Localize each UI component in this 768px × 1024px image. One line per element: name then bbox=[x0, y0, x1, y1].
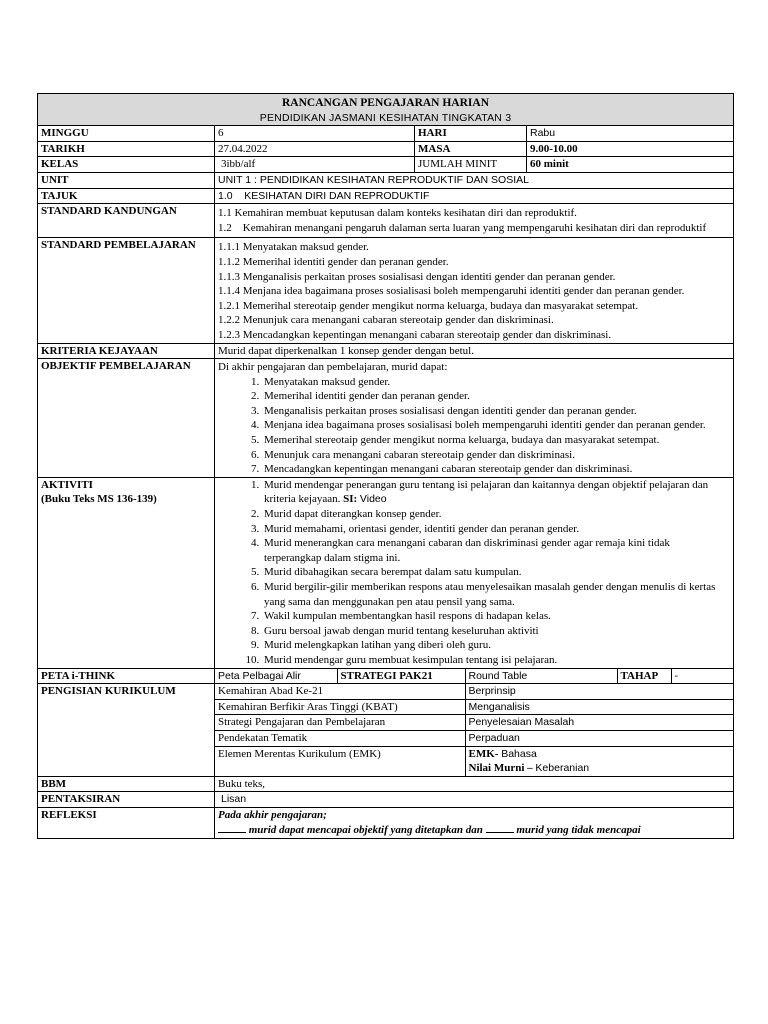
list-item: 3. Murid memahami, orientasi gender, identiti gender dan peranan gender. bbox=[262, 522, 730, 537]
tajuk-label: TAJUK bbox=[38, 188, 215, 204]
row-refleksi bbox=[38, 807, 734, 838]
standard-pembelajaran-line: 1.1.4 Menjana idea bagaimana proses sosialisasi boleh mempengaruhi identiti gender dan peranan gender. bbox=[218, 285, 685, 298]
aktiviti-content bbox=[215, 477, 734, 668]
kurikulum-inner-table bbox=[215, 684, 733, 776]
table-row bbox=[215, 730, 733, 746]
list-item: 8. Guru bersoal jawab dengan murid tentang keseluruhan aktiviti bbox=[262, 624, 730, 639]
table-row bbox=[215, 684, 733, 699]
standard-pembelajaran-label: STANDARD PEMBELAJARAN bbox=[38, 238, 215, 343]
emk-values bbox=[465, 746, 733, 776]
lesson-plan-document bbox=[37, 93, 733, 839]
peta-ithink-value: Peta Pelbagai Alir bbox=[215, 669, 337, 684]
minggu-value: 6 bbox=[215, 126, 415, 142]
si-label: SI: bbox=[343, 493, 358, 506]
unit-label: UNIT bbox=[38, 172, 215, 188]
kurikulum-value: Penyelesaian Masalah bbox=[465, 715, 733, 731]
standard-kandungan-label: STANDARD KANDUNGAN bbox=[38, 204, 215, 238]
row-pentaksiran bbox=[38, 792, 734, 808]
list-item: 6. Murid bergilir-gilir memberikan respons atau menyelesaikan masalah gender dengan menulis di kertas yang sama dan menggunakan pen atau pensil yang sama. bbox=[262, 580, 730, 609]
kurikulum-key: Kemahiran Abad Ke-21 bbox=[215, 684, 465, 699]
list-item: 5. Memerihal stereotaip gender mengikut norma keluarga, budaya dan masyarakat setempat. bbox=[262, 433, 730, 448]
list-item: 4. Murid menerangkan cara menangani cabaran dan diskriminasi gender agar remaja kini tidak terperangkap dalam stigma ini. bbox=[262, 536, 730, 565]
nilai-prefix: Nilai Murni – bbox=[468, 762, 536, 775]
objektif-content bbox=[215, 359, 734, 478]
kelas-label: KELAS bbox=[38, 157, 215, 173]
row-standard-kandungan bbox=[38, 204, 734, 238]
tahap-label: TAHAP bbox=[617, 669, 671, 684]
tahap-value: - bbox=[674, 669, 678, 682]
table-row bbox=[215, 746, 733, 776]
row-tajuk bbox=[38, 188, 734, 204]
list-item bbox=[262, 478, 730, 507]
standard-kandungan-line: 1.2 Kemahiran menangani pengaruh dalaman serta luaran yang mempengaruhi kesihatan diri dan reproduktif bbox=[218, 221, 707, 234]
row-minggu bbox=[38, 126, 734, 142]
table-row bbox=[215, 715, 733, 731]
aktiviti-sublabel: (Buku Teks MS 136-139) bbox=[41, 493, 157, 506]
list-item: 2. Memerihal identiti gender dan peranan gender. bbox=[262, 389, 730, 404]
masa-label: MASA bbox=[415, 141, 527, 157]
document-subtitle: PENDIDIKAN JASMANI KESIHATAN TINGKATAN 3 bbox=[259, 111, 512, 124]
peta-ithink-label: PETA i-THINK bbox=[38, 668, 215, 684]
peta-ithink-content bbox=[215, 668, 734, 684]
kurikulum-value: Berprinsip bbox=[465, 684, 733, 699]
list-item: 6. Menunjuk cara menangani cabaran stereotaip gender dan diskriminasi. bbox=[262, 448, 730, 463]
objektif-label: OBJEKTIF PEMBELAJARAN bbox=[38, 359, 215, 478]
row-pengisian-kurikulum bbox=[38, 684, 734, 777]
refleksi-line-2b: murid yang tidak mencapai bbox=[516, 823, 641, 836]
objektif-intro: Di akhir pengajaran dan pembelajaran, murid dapat: bbox=[218, 361, 448, 374]
pengisian-kurikulum-content bbox=[215, 684, 734, 777]
peta-inner-table bbox=[215, 669, 733, 684]
row-standard-pembelajaran bbox=[38, 238, 734, 343]
list-item: 7. Mencadangkan kepentingan menangani cabaran stereotaip gender dan diskriminasi. bbox=[262, 462, 730, 477]
aktiviti-label-cell bbox=[38, 477, 215, 668]
list-item: 2. Murid dapat diterangkan konsep gender. bbox=[262, 507, 730, 522]
unit-value: UNIT 1 : PENDIDIKAN KESIHATAN REPRODUKTIF DAN SOSIAL bbox=[215, 172, 734, 188]
kriteria-kejayaan-label: KRITERIA KEJAYAAN bbox=[38, 343, 215, 359]
row-kriteria-kejayaan bbox=[38, 343, 734, 359]
si-value: Video bbox=[359, 493, 387, 506]
jumlah-minit-label: JUMLAH MINIT bbox=[415, 157, 527, 173]
objektif-list bbox=[218, 375, 730, 477]
jumlah-minit-value: 60 minit bbox=[527, 157, 734, 173]
standard-kandungan-line: 1.1 Kemahiran membuat keputusan dalam konteks kesihatan diri dan reproduktif. bbox=[218, 207, 577, 220]
tarikh-value: 27.04.2022 bbox=[215, 141, 415, 157]
list-item: 9. Murid melengkapkan latihan yang diberi oleh guru. bbox=[262, 638, 730, 653]
list-item: 7. Wakil kumpulan membentangkan hasil respons di hadapan kelas. bbox=[262, 609, 730, 624]
row-tarikh bbox=[38, 141, 734, 157]
document-header bbox=[38, 94, 734, 126]
tarikh-label: TARIKH bbox=[38, 141, 215, 157]
document-title: RANCANGAN PENGAJARAN HARIAN bbox=[282, 97, 489, 109]
minggu-label: MINGGU bbox=[38, 126, 215, 142]
pentaksiran-label: PENTAKSIRAN bbox=[38, 792, 215, 808]
pentaksiran-value: Lisan bbox=[215, 792, 734, 808]
standard-pembelajaran-line: 1.2.3 Mencadangkan kepentingan menangani cabaran stereotaip gender dan diskriminasi. bbox=[218, 328, 612, 341]
standard-pembelajaran-line: 1.1.2 Memerihal identiti gender dan peranan gender. bbox=[218, 255, 449, 268]
nilai-value: Keberanian bbox=[535, 762, 590, 775]
pengisian-kurikulum-label: PENGISIAN KURIKULUM bbox=[38, 684, 215, 777]
standard-pembelajaran-line: 1.1.1 Menyatakan maksud gender. bbox=[218, 241, 369, 254]
emk-prefix: EMK- bbox=[468, 747, 502, 760]
strategi-pak21-value: Round Table bbox=[465, 669, 617, 684]
masa-value: 9.00-10.00 bbox=[527, 141, 734, 157]
row-objektif bbox=[38, 359, 734, 478]
hari-label: HARI bbox=[415, 126, 527, 142]
bbm-value: Buku teks, bbox=[215, 776, 734, 792]
emk-label: Elemen Merentas Kurikulum (EMK) bbox=[215, 746, 465, 776]
row-bbm bbox=[38, 776, 734, 792]
standard-pembelajaran-line: 1.1.3 Menganalisis perkaitan proses sosialisasi dengan identiti gender dan peranan gender. bbox=[218, 270, 616, 283]
refleksi-line-2a: murid dapat mencapai objektif yang ditetapkan dan bbox=[248, 823, 483, 836]
refleksi-label: REFLEKSI bbox=[38, 807, 215, 838]
list-item: 10. Murid mendengar guru membuat kesimpulan tentang isi pelajaran. bbox=[262, 653, 730, 668]
refleksi-line-2 bbox=[218, 823, 730, 838]
aktiviti-list bbox=[218, 478, 730, 668]
row-unit bbox=[38, 172, 734, 188]
lesson-plan-table bbox=[37, 93, 734, 839]
list-item: 5. Murid dibahagikan secara berempat dalam satu kumpulan. bbox=[262, 565, 730, 580]
standard-kandungan-content bbox=[215, 204, 734, 238]
strategi-pak21-label: STRATEGI PAK21 bbox=[337, 669, 465, 684]
kelas-value: 3ibb/alf bbox=[215, 157, 415, 173]
blank-line bbox=[486, 823, 514, 833]
table-row bbox=[215, 699, 733, 715]
kriteria-kejayaan-value: Murid dapat diperkenalkan 1 konsep gender dengan betul. bbox=[215, 343, 734, 359]
list-item: 4. Menjana idea bagaimana proses sosialisasi boleh mempengaruhi identiti gender dan peranan gender. bbox=[262, 418, 730, 433]
standard-pembelajaran-line: 1.2.1 Memerihal stereotaip gender mengikut norma keluarga, budaya dan masyarakat setempat. bbox=[218, 299, 639, 312]
bbm-label: BBM bbox=[38, 776, 215, 792]
kurikulum-value: Perpaduan bbox=[465, 730, 733, 746]
standard-pembelajaran-line: 1.2.2 Menunjuk cara menangani cabaran stereotaip gender dan diskriminasi. bbox=[218, 314, 554, 327]
list-item: 3. Menganalisis perkaitan proses sosialisasi dengan identiti gender dan peranan gender. bbox=[262, 404, 730, 419]
emk-value: Bahasa bbox=[501, 747, 537, 760]
list-item: 1. Menyatakan maksud gender. bbox=[262, 375, 730, 390]
refleksi-content bbox=[215, 807, 734, 838]
aktiviti-label: AKTIVITI bbox=[41, 478, 93, 491]
kurikulum-key: Kemahiran Berfikir Aras Tinggi (KBAT) bbox=[215, 699, 465, 715]
hari-value: Rabu bbox=[527, 126, 734, 142]
blank-line bbox=[218, 823, 246, 833]
row-peta-ithink bbox=[38, 668, 734, 684]
aktiviti-item-text: Murid mendengar penerangan guru tentang isi pelajaran dan kaitannya dengan objektif pelajaran dan kriteria kejayaan. bbox=[264, 478, 709, 506]
refleksi-line-1: Pada akhir pengajaran; bbox=[218, 808, 327, 821]
kurikulum-key: Strategi Pengajaran dan Pembelajaran bbox=[215, 715, 465, 731]
row-kelas bbox=[38, 157, 734, 173]
row-aktiviti bbox=[38, 477, 734, 668]
tajuk-value: 1.0 KESIHATAN DIRI DAN REPRODUKTIF bbox=[215, 188, 734, 204]
kurikulum-key: Pendekatan Tematik bbox=[215, 730, 465, 746]
kurikulum-value: Menganalisis bbox=[465, 699, 733, 715]
standard-pembelajaran-content bbox=[215, 238, 734, 343]
